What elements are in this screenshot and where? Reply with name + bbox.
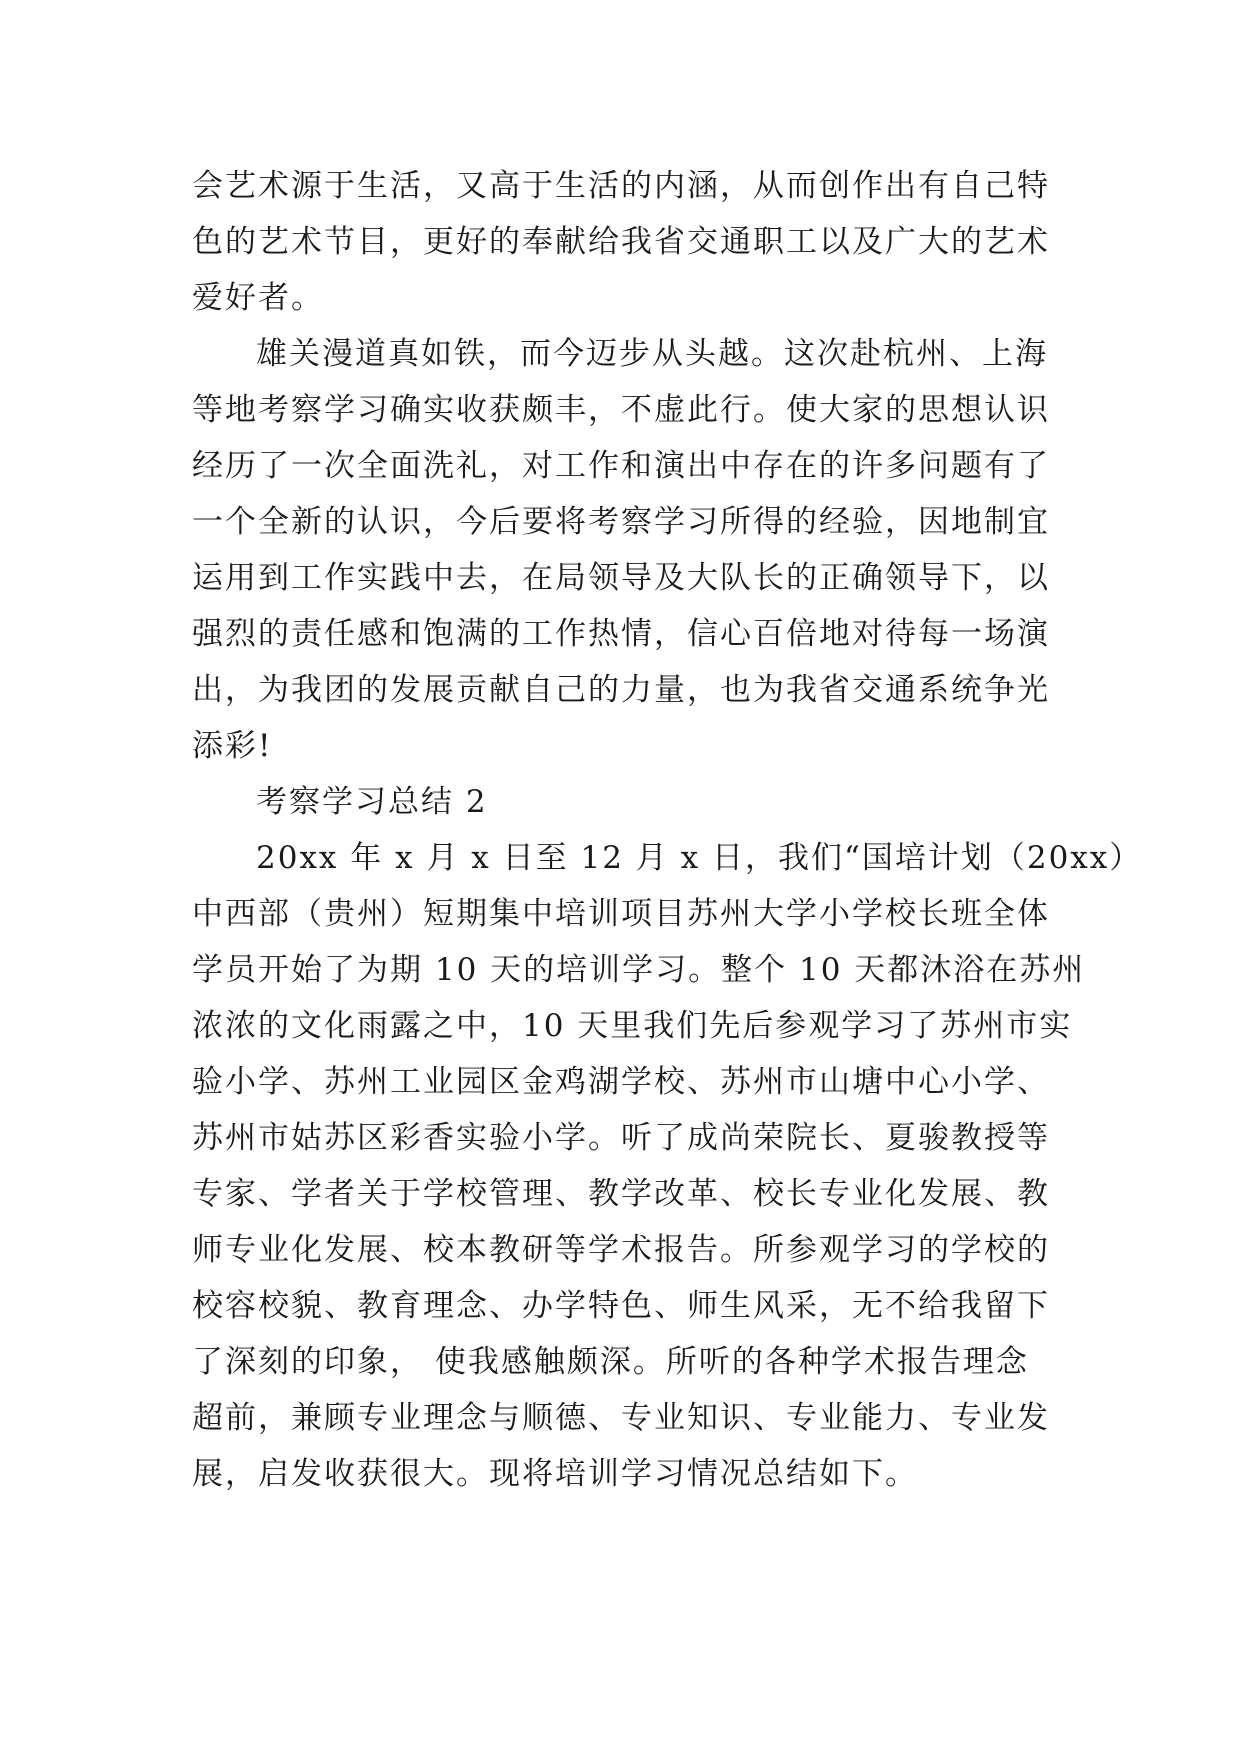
text-line: 色的艺术节目，更好的奉献给我省交通职工以及广大的艺术 xyxy=(192,224,1050,260)
text-line: 强烈的责任感和饱满的工作热情，信心百倍地对待每一场演 xyxy=(192,616,1050,652)
paragraph-first-line: 雄关漫道真如铁，而今迈步从头越。这次赴杭州、上海 xyxy=(256,336,1048,372)
paragraph-first-line: 20xx 年 x 月 x 日至 12 月 x 日，我们“国培计划（20xx） xyxy=(256,840,1143,876)
text-line: 了深刻的印象， 使我感触颇深。所听的各种学术报告理念 xyxy=(192,1344,1029,1380)
text-line: 爱好者。 xyxy=(192,280,324,316)
text-line: 专家、学者关于学校管理、教学改革、校长专业化发展、教 xyxy=(192,1176,1050,1212)
text-line: 苏州市姑苏区彩香实验小学。听了成尚荣院长、夏骏教授等 xyxy=(192,1120,1050,1156)
text-line: 验小学、苏州工业园区金鸡湖学校、苏州市山塘中心小学、 xyxy=(192,1064,1050,1100)
text-line: 师专业化发展、校本教研等学术报告。所参观学习的学校的 xyxy=(192,1232,1050,1268)
text-line: 一个全新的认识，今后要将考察学习所得的经验，因地制宜 xyxy=(192,504,1050,540)
text-line: 出，为我团的发展贡献自己的力量，也为我省交通系统争光 xyxy=(192,672,1050,708)
text-line: 运用到工作实践中去，在局领导及大队长的正确领导下，以 xyxy=(192,560,1050,596)
document-body xyxy=(192,158,1143,1502)
text-line: 学员开始了为期 10 天的培训学习。整个 10 天都沐浴在苏州 xyxy=(192,952,1086,988)
text-line: 添彩! xyxy=(192,728,273,764)
text-line: 会艺术源于生活，又高于生活的内涵，从而创作出有自己特 xyxy=(192,168,1050,204)
text-line: 等地考察学习确实收获颇丰，不虚此行。使大家的思想认识 xyxy=(192,392,1050,428)
text-line: 经历了一次全面洗礼，对工作和演出中存在的许多问题有了 xyxy=(192,448,1050,484)
text-line: 展，启发收获很大。现将培训学习情况总结如下。 xyxy=(192,1456,918,1492)
text-line: 浓浓的文化雨露之中，10 天里我们先后参观学习了苏州市实 xyxy=(192,1008,1073,1044)
text-line: 校容校貌、教育理念、办学特色、师生风采，无不给我留下 xyxy=(192,1288,1050,1324)
text-line: 超前，兼顾专业理念与顺德、专业知识、专业能力、专业发 xyxy=(192,1400,1050,1436)
text-line: 中西部（贵州）短期集中培训项目苏州大学小学校长班全体 xyxy=(192,896,1050,932)
section-heading: 考察学习总结 2 xyxy=(256,784,488,820)
